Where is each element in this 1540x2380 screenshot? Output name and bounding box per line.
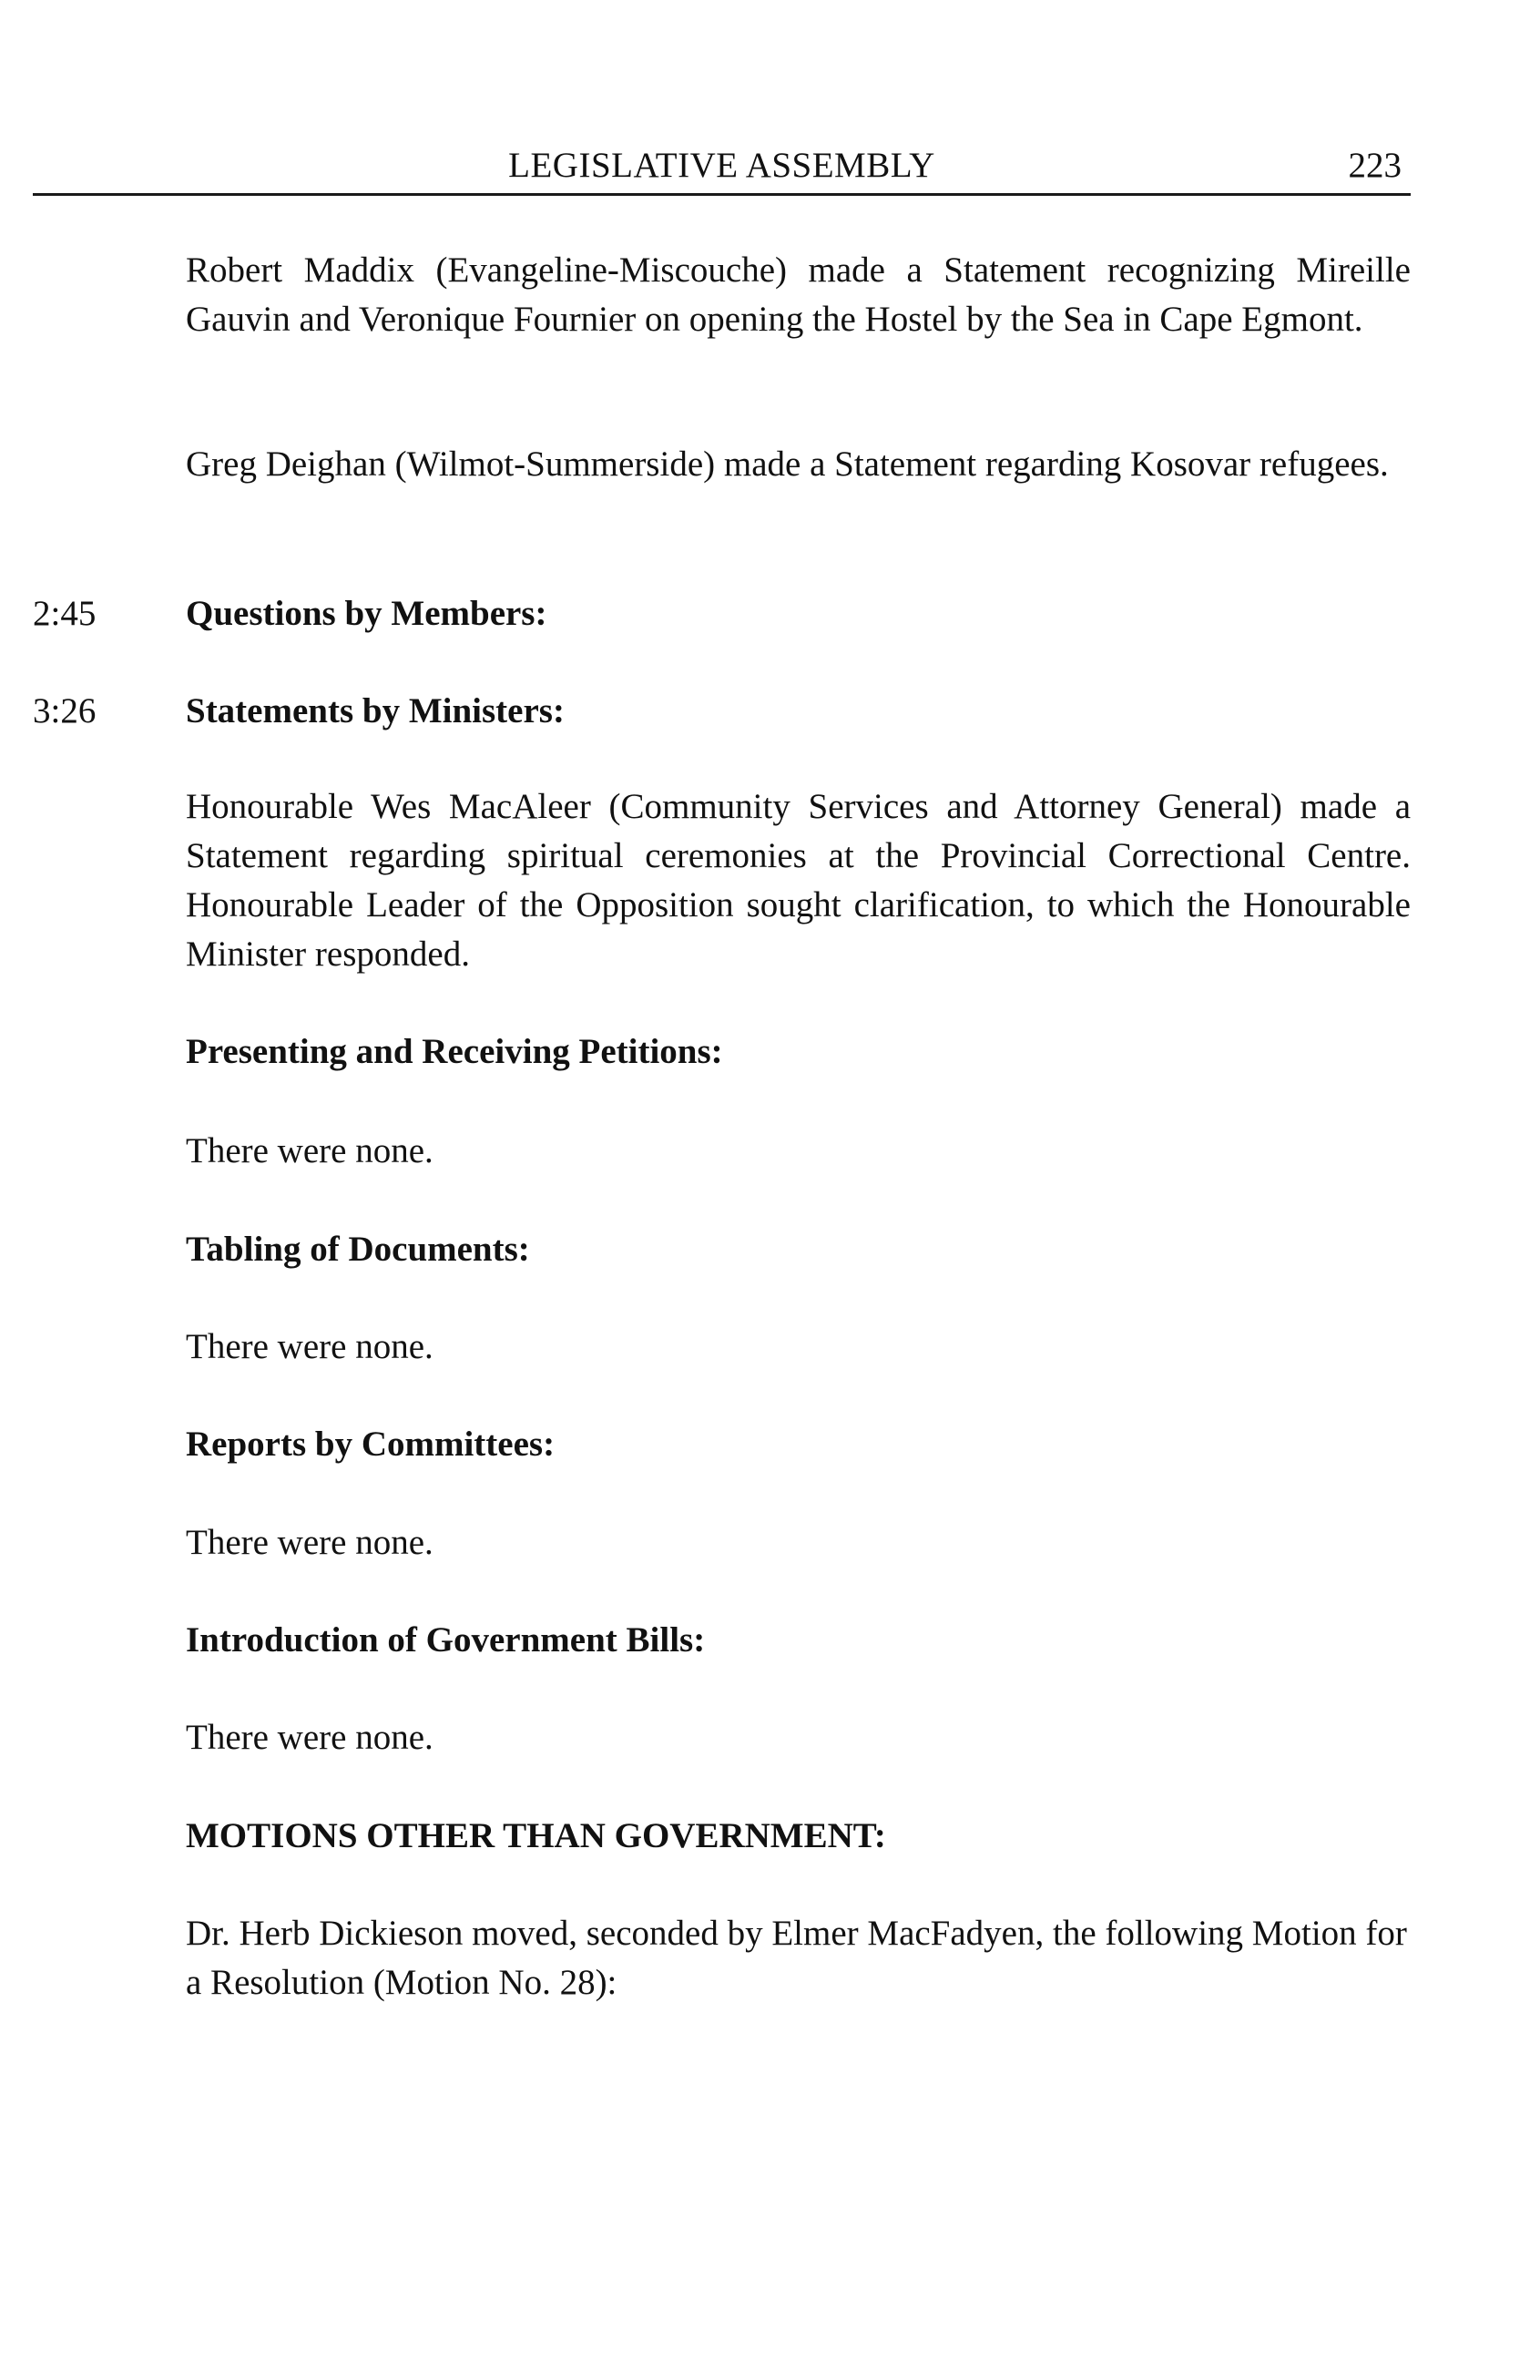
heading-questions: Questions by Members:	[186, 594, 547, 633]
page-header	[33, 138, 1411, 196]
bills-none: There were none.	[186, 1718, 433, 1757]
time-statements: 3:26	[33, 691, 97, 730]
committees-none: There were none.	[186, 1523, 433, 1562]
heading-committees: Reports by Committees:	[186, 1425, 556, 1464]
deighan-statement: Greg Deighan (Wilmot-Summerside) made a Statement regarding Kosovar refugees.	[186, 444, 1389, 484]
documents-none: There were none.	[186, 1327, 433, 1366]
petitions-none: There were none.	[186, 1131, 433, 1170]
heading-motions: MOTIONS OTHER THAN GOVERNMENT:	[186, 1816, 886, 1855]
heading-petitions: Presenting and Receiving Petitions:	[186, 1032, 723, 1071]
macaleer-statement: Honourable Wes MacAleer (Community Services and Attorney General) made a Statement regarding spiritual ceremonies at the Provincial Correctional Centre. Honourable Leader of the Opposition sought clarification, to which the Honourable Minister responded.	[186, 787, 1411, 974]
page-number: 223	[1348, 146, 1402, 185]
time-questions: 2:45	[33, 594, 97, 633]
maddix-statement: Robert Maddix (Evangeline-Miscouche) made a Statement recognizing Mireille Gauvin and Veronique Fournier on opening the Hostel by the Sea in Cape Egmont.	[186, 250, 1411, 339]
motion-text: Dr. Herb Dickieson moved, seconded by Elmer MacFadyen, the following Motion for a Resolution (Motion No. 28):	[186, 1914, 1407, 2002]
heading-bills: Introduction of Government Bills:	[186, 1620, 706, 1660]
heading-documents: Tabling of Documents:	[186, 1230, 530, 1269]
heading-statements: Statements by Ministers:	[186, 691, 565, 730]
header-title: LEGISLATIVE ASSEMBLY	[508, 146, 935, 185]
